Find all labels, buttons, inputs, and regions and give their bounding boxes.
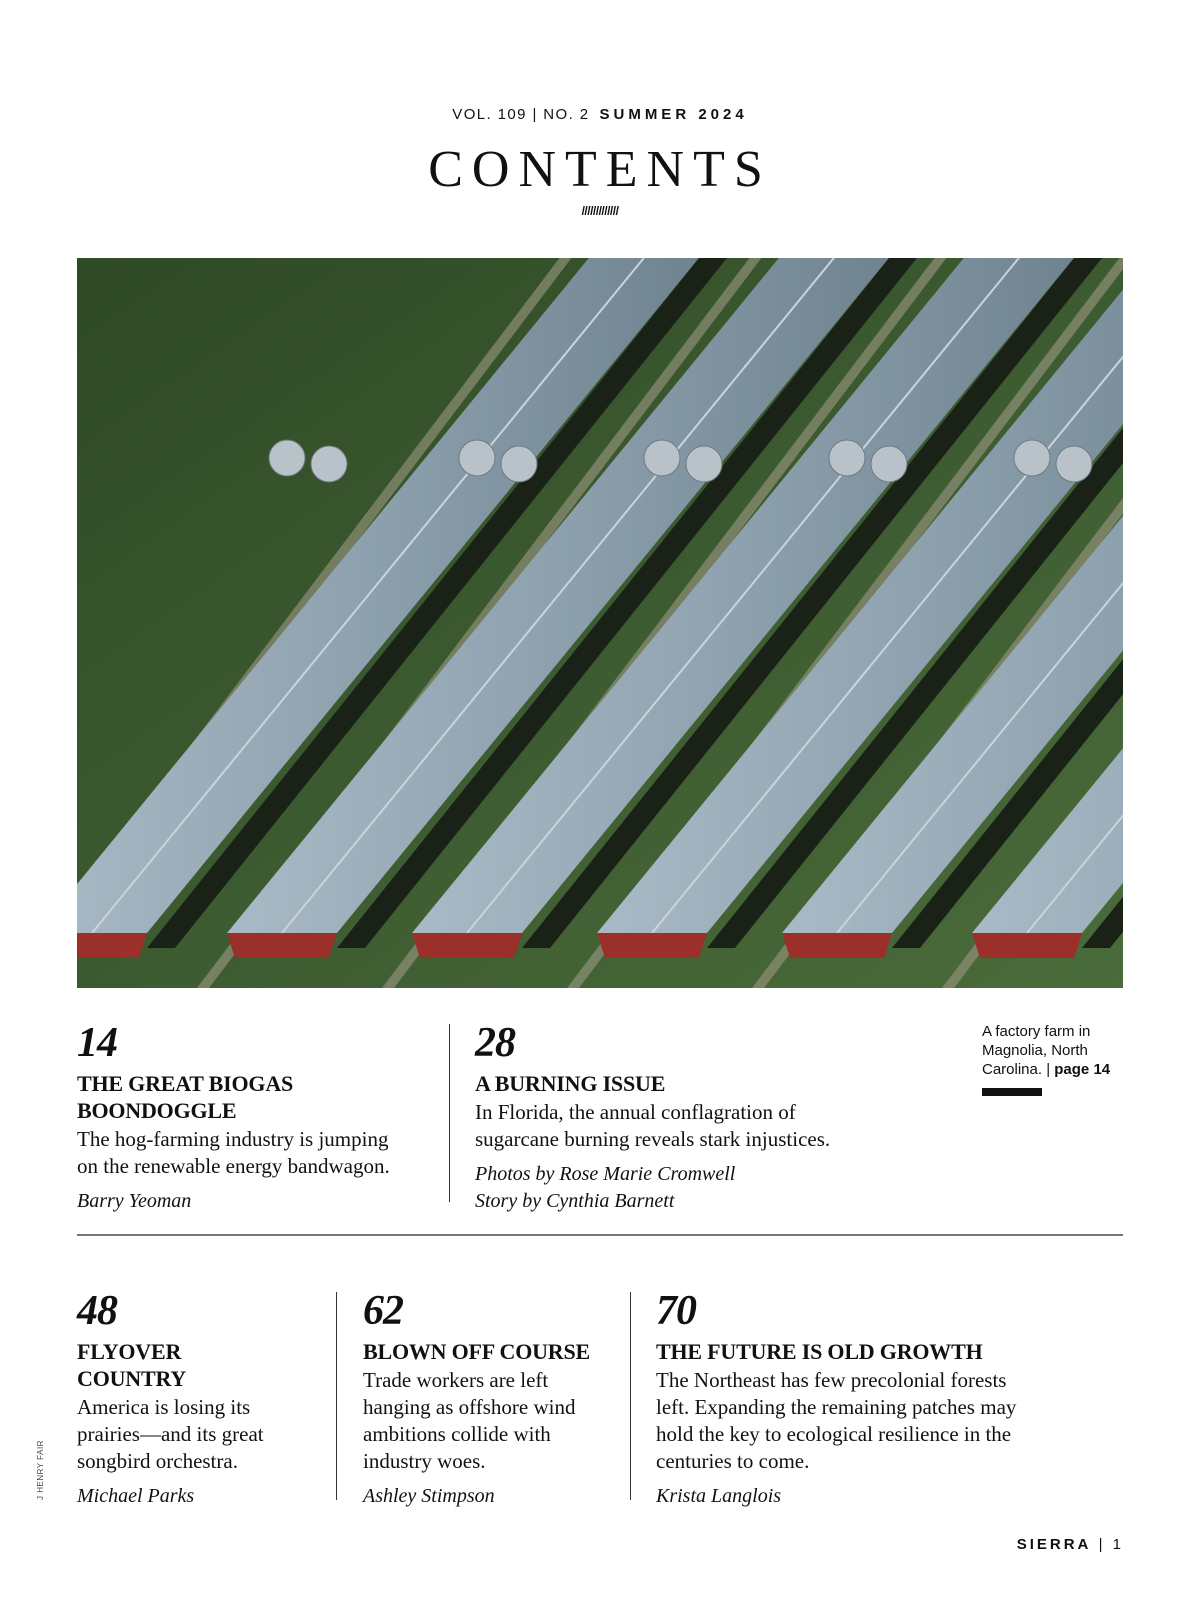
silo xyxy=(459,440,495,476)
description-line: America is losing its xyxy=(77,1395,251,1419)
caption-bar xyxy=(982,1088,1042,1096)
description-line: The Northeast has few precolonial forests xyxy=(656,1368,1007,1392)
farm-illustration xyxy=(77,258,1123,988)
article-author: Barry Yeoman xyxy=(77,1190,192,1212)
article-page-number: 70 xyxy=(656,1288,696,1334)
headline-line: BLOWN OFF COURSE xyxy=(363,1339,591,1364)
silo xyxy=(644,440,680,476)
page-number: 1 xyxy=(1112,1536,1124,1553)
column-divider xyxy=(336,1292,337,1500)
photo-caption xyxy=(982,1022,1132,1079)
article-author: Krista Langlois xyxy=(656,1485,782,1507)
article-14[interactable] xyxy=(77,1022,437,1215)
silo xyxy=(829,440,865,476)
barn-gable xyxy=(227,933,337,958)
article-author: Story by Cynthia Barnett xyxy=(475,1190,675,1212)
description-line: industry woes. xyxy=(363,1449,486,1473)
headline-line: FLYOVER xyxy=(77,1339,182,1364)
title-ornament: ///////////// xyxy=(581,204,619,218)
article-headline xyxy=(363,1338,613,1365)
silo xyxy=(686,446,722,482)
section-divider xyxy=(77,1234,1123,1236)
article-70[interactable] xyxy=(656,1290,1106,1510)
caption-text: A factory farm in Magnolia, North Carolina. | xyxy=(982,1023,1091,1078)
headline-line: THE GREAT BIOGAS xyxy=(77,1071,294,1096)
description-line: songbird orchestra. xyxy=(77,1449,238,1473)
barn-gable xyxy=(77,933,147,958)
description-line: prairies—and its great xyxy=(77,1422,264,1446)
silo xyxy=(1056,446,1092,482)
article-description xyxy=(77,1126,437,1180)
article-description xyxy=(77,1394,327,1475)
headline-line: A BURNING ISSUE xyxy=(475,1071,666,1096)
article-page-number: 14 xyxy=(77,1020,117,1066)
article-page-number: 48 xyxy=(77,1288,117,1334)
magazine-name: SIERRA xyxy=(1016,1536,1092,1553)
column-divider xyxy=(630,1292,631,1500)
description-line: The hog-farming industry is jumping xyxy=(77,1127,389,1151)
article-description xyxy=(475,1099,895,1153)
photo-credit: J HENRY FAIR xyxy=(36,1440,45,1500)
page-title: CONTENTS xyxy=(428,141,772,198)
article-photographer: Photos by Rose Marie Cromwell xyxy=(475,1163,736,1185)
barn-gable xyxy=(597,933,707,958)
silo xyxy=(501,446,537,482)
issue-season: SUMMER 2024 xyxy=(599,106,748,123)
column-divider xyxy=(449,1024,450,1202)
aerial-farm-photo xyxy=(77,258,1123,988)
description-line: on the renewable energy bandwagon. xyxy=(77,1154,390,1178)
description-line: In Florida, the annual conflagration of xyxy=(475,1100,796,1124)
headline-line: THE FUTURE IS OLD GROWTH xyxy=(656,1339,983,1364)
article-headline xyxy=(77,1338,327,1392)
silo xyxy=(311,446,347,482)
description-line: sugarcane burning reveals stark injustices. xyxy=(475,1127,831,1151)
article-description xyxy=(363,1367,613,1475)
folio-separator: | xyxy=(1098,1536,1106,1553)
article-headline xyxy=(77,1070,437,1124)
article-28[interactable] xyxy=(475,1022,895,1215)
barn-gable xyxy=(972,933,1082,958)
description-line: hanging as offshore wind xyxy=(363,1395,576,1419)
volume-number: VOL. 109 | NO. 2 xyxy=(452,106,590,123)
description-line: Trade workers are left xyxy=(363,1368,549,1392)
description-line: centuries to come. xyxy=(656,1449,810,1473)
article-page-number: 62 xyxy=(363,1288,403,1334)
issue-line xyxy=(0,106,1200,123)
article-author: Michael Parks xyxy=(77,1485,195,1507)
page-folio xyxy=(1017,1536,1124,1553)
description-line: ambitions collide with xyxy=(363,1422,551,1446)
description-line: hold the key to ecological resilience in the xyxy=(656,1422,1012,1446)
description-line: left. Expanding the remaining patches may xyxy=(656,1395,1017,1419)
article-description xyxy=(656,1367,1106,1475)
article-page-number: 28 xyxy=(475,1020,515,1066)
article-62[interactable] xyxy=(363,1290,613,1510)
article-headline xyxy=(475,1070,895,1097)
article-headline xyxy=(656,1338,1106,1365)
silo xyxy=(269,440,305,476)
headline-line: COUNTRY xyxy=(77,1366,187,1391)
article-author: Ashley Stimpson xyxy=(363,1485,495,1507)
headline-line: BOONDOGGLE xyxy=(77,1098,237,1123)
barn-gable xyxy=(782,933,892,958)
barn-gable xyxy=(412,933,522,958)
caption-page-link[interactable]: page 14 xyxy=(1054,1061,1111,1078)
article-48[interactable] xyxy=(77,1290,327,1510)
silo xyxy=(871,446,907,482)
silo xyxy=(1014,440,1050,476)
